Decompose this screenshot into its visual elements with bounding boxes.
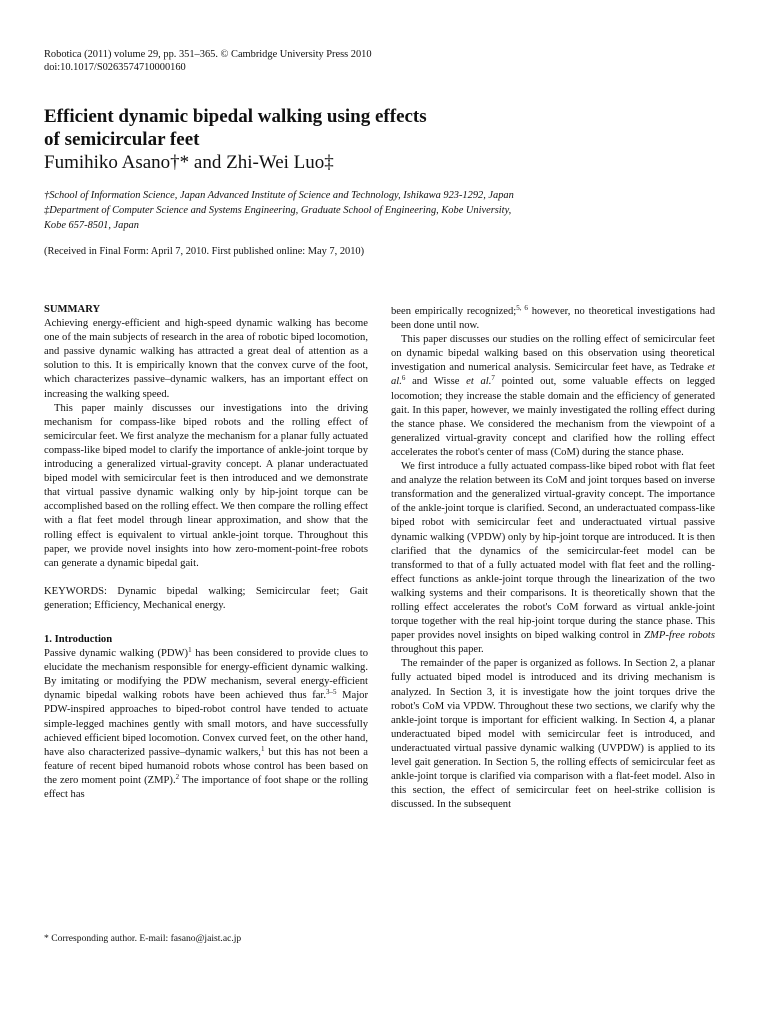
right-paragraph-2: We first introduce a fully actuated compass-like biped robot with flat feet and analyze the relation between its CoM and joint torques based on inverse transformation and the generalized virtual-gravity concept. The importance of the ankle-joint torque is clarified. Second, an underactuated compass-like biped robot with semicircular feet and underactuated virtual passive dynamic walking (VPDW) only by hip-joint torque are introduced. It is then clarified that the dynamics of the semicircular-feet model can be transformed to that of a fully actuated model with flat feet and the rolling-effect functions as ankle-joint torque through the linearization of the two walking systems and their comparisons. It is theoretically shown that the rolling effect accelerates the robot's CoM forward as virtual ankle-joint torque together with the real hip-joint torque during the stance phase. This paper provides novel insights on biped walking control in ZMP-free robots throughout this paper. xyxy=(391,461,715,656)
right-paragraph-1: This paper discusses our studies on the rolling effect of semicircular feet on dynamic bipedal walking based on this observation using theoretical investigation and numerical analysis. Semicircular feet have, as Tedrake et al.$^6$ and Wisse et al.$^7$ pointed out, some valuable effects on legged locomotion; they increase the stable domain and the efficiency of generated gait. In this paper, however, we mainly investigated the rolling effect during the stance phase. We considered the mechanism from the viewpoint of a generalized virtual-gravity concept and clarified how the rolling effect accelerates the robot's center of mass (CoM) during the stance phase. xyxy=(391,334,716,458)
left-column xyxy=(44,303,368,802)
summary-paragraph-1: Achieving energy-efficient and high-speed dynamic walking has become one of the main subjects of research in the area of robotic biped locomotion, and passive dynamic walking has attracted a great deal of attention as a solution to this. It is empirically known that the convex curve of the foot, which characterizes passive–dynamic walkers, has an important effect on increasing the walking speed. xyxy=(44,318,368,400)
right-column xyxy=(391,305,715,812)
right-paragraph-0: been empirically recognized;$^{5, 6}$ however, no theoretical investigations had been done until now. xyxy=(391,304,716,332)
doi-line: doi:10.1017/S0263574710000160 xyxy=(44,61,186,73)
right-paragraph-3: The remainder of the paper is organized as follows. In Section 2, a planar fully actuated biped model is introduced and its driving mechanism is analyzed. In Section 3, it is investigate how the joint torques drive the robot's CoM via VPDW. Throughout these two sections, we clarify why the ankle-joint torque is important for efficient walking. In Section 4, a planar underactuated biped model with semicircular feet is introduced, and underactuated virtual passive dynamic walking (UVPDW) is applied to its level gait generation. In Section 5, the rolling effects of semicircular feet as ankle-joint torque is clarified via comparison with a flat-feet model. Also in this section, the effect of semicircular feet on heel-strike collision is discussed. In the subsequent xyxy=(391,658,715,811)
journal-header xyxy=(44,49,372,74)
affiliation-1: †School of Information Science, Japan Advanced Institute of Science and Technology, Ishikawa 923-1292, Japan xyxy=(44,190,514,201)
paper-title xyxy=(44,105,684,151)
summary-heading: SUMMARY xyxy=(44,304,101,315)
author-list: Fumihiko Asano†* and Zhi-Wei Luo‡ xyxy=(44,152,334,173)
intro-heading: 1. Introduction xyxy=(44,633,113,645)
intro-paragraph-1: Passive dynamic walking (PDW)$^1$ has been considered to provide clues to elucidate the mechanism responsible for energy-efficient dynamic walking. By imitating or modifying the PDW mechanism, several energy-efficient dynamic bipedal walking robots have been achieved thus far.$^{3-5}$ Major PDW-inspired approaches to biped-robot control have tended to actuate simple-legged machines gently with small motors, and have successfully achieved efficient biped locomotion. Convex curved feet, on the other hand, have also characterized passive–dynamic walkers,$^1$ but this has not been a feature of recent biped humanoid robots whose control has been based on the zero moment point (ZMP).$^2$ The importance of foot shape or the rolling effect has xyxy=(44,646,369,800)
affiliation-3: Kobe 657-8501, Japan xyxy=(44,220,139,232)
keywords: KEYWORDS: Dynamic bipedal walking; Semicircular feet; Gait generation; Efficiency, Mechanical energy. xyxy=(44,585,368,611)
affiliations xyxy=(44,188,684,234)
received-dates: (Received in Final Form: April 7, 2010. First published online: May 7, 2010) xyxy=(44,246,365,257)
citation-line: Robotica (2011) volume 29, pp. 351–365. © Cambridge University Press 2010 xyxy=(44,49,372,60)
title-line-2: of semicircular feet xyxy=(44,129,200,150)
title-line-1: Efficient dynamic bipedal walking using effects xyxy=(44,106,427,127)
summary-paragraph-2: This paper mainly discusses our investigations into the driving mechanism for compass-like biped robots and the rolling effect of semicircular feet. We first analyze the mechanism for a planar fully actuated compass-like biped model to clarify the importance of ankle-joint torque by introducing a generalized virtual-gravity concept. A planar underactuated biped model with semicircular feet is then introduced and we demonstrate that virtual passive dynamic walking only by hip-joint torque can be accomplished based on the rolling effect. We then compare the rolling effect with a flat feet model through linear approximation, and show that the rolling effect is equivalent to virtual ankle-joint torque. Throughout this paper, we provide novel insights into how zero-moment-point-free robots can generate a dynamic bipedal gait. xyxy=(44,402,368,569)
affiliation-2: ‡Department of Computer Science and Systems Engineering, Graduate School of Engineering, Kobe University, xyxy=(44,205,512,217)
corresponding-author-footnote: * Corresponding author. E-mail: fasano@jaist.ac.jp xyxy=(44,933,242,944)
